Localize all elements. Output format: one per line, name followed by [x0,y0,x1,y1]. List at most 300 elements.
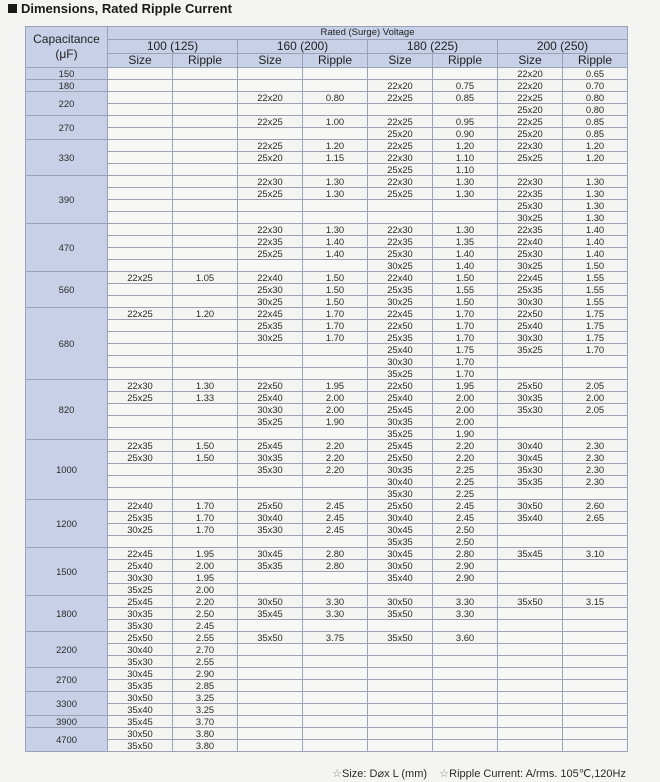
size-cell: 22x25 [368,116,433,128]
ripple-cell [433,200,498,212]
size-cell: 30x50 [108,692,173,704]
ripple-cell [563,620,628,632]
size-cell: 22x35 [238,236,303,248]
section-title [8,0,232,16]
size-cell: 30x30 [238,404,303,416]
ripple-cell [173,428,238,440]
size-cell [238,368,303,380]
ripple-cell [303,584,368,596]
size-cell: 22x40 [498,236,563,248]
size-cell [108,248,173,260]
ripple-cell [563,656,628,668]
size-note: Size: D⌀x L (mm) [342,768,428,780]
ripple-cell [173,344,238,356]
size-cell: 22x20 [238,92,303,104]
ripple-cell: 2.70 [173,644,238,656]
size-cell: 35x30 [498,404,563,416]
size-cell: 30x50 [368,560,433,572]
ripple-header: Ripple [433,54,498,68]
ripple-cell [303,656,368,668]
size-cell: 25x25 [108,392,173,404]
size-cell [368,692,433,704]
capacitance-cell: 330 [26,140,108,176]
ripple-cell: 1.55 [563,296,628,308]
ripple-cell: 3.80 [173,728,238,740]
ripple-cell: 1.50 [563,260,628,272]
table-row [26,740,628,752]
ripple-cell: 2.20 [303,452,368,464]
table-row [26,260,628,272]
size-cell: 30x25 [108,524,173,536]
ripple-cell [303,200,368,212]
ripple-cell [173,128,238,140]
size-cell: 25x50 [238,500,303,512]
table-row [26,104,628,116]
size-cell: 22x50 [368,380,433,392]
ripple-cell: 1.95 [433,380,498,392]
ripple-cell: 1.40 [563,224,628,236]
ripple-cell: 2.30 [563,476,628,488]
ripple-cell: 1.70 [433,320,498,332]
table-row [26,248,628,260]
table-row [26,656,628,668]
ripple-cell: 2.20 [303,464,368,476]
ripple-cell: 1.30 [433,188,498,200]
size-cell: 22x35 [498,188,563,200]
ripple-cell: 1.70 [433,368,498,380]
size-cell: 22x50 [238,380,303,392]
table-row [26,416,628,428]
size-cell [368,200,433,212]
table-row [26,296,628,308]
ripple-cell: 1.30 [303,188,368,200]
ripple-cell: 2.55 [173,656,238,668]
size-cell [498,620,563,632]
size-cell [498,584,563,596]
size-cell [108,332,173,344]
size-cell: 25x40 [498,320,563,332]
ripple-cell [173,188,238,200]
ripple-cell: 2.00 [433,404,498,416]
ripple-table-wrapper [25,26,627,752]
size-cell [108,476,173,488]
size-cell [498,728,563,740]
ripple-cell: 3.60 [433,632,498,644]
size-cell: 22x30 [368,152,433,164]
size-cell: 25x35 [238,320,303,332]
size-cell: 30x45 [368,524,433,536]
size-cell: 30x30 [498,296,563,308]
ripple-cell: 0.90 [433,128,498,140]
ripple-cell [303,212,368,224]
capacitance-cell: 820 [26,380,108,440]
size-cell [108,188,173,200]
size-cell: 35x25 [238,416,303,428]
table-row [26,476,628,488]
size-cell [108,464,173,476]
size-cell: 25x20 [498,128,563,140]
size-cell: 30x40 [368,512,433,524]
ripple-cell: 0.80 [303,92,368,104]
ripple-cell: 3.25 [173,692,238,704]
size-cell [108,116,173,128]
size-cell: 25x25 [368,188,433,200]
size-cell: 35x35 [238,560,303,572]
ripple-cell: 2.45 [433,512,498,524]
ripple-header: Ripple [303,54,368,68]
size-cell: 30x25 [238,332,303,344]
size-cell [108,128,173,140]
ripple-cell [303,356,368,368]
ripple-cell: 2.80 [433,548,498,560]
size-cell [238,704,303,716]
ripple-cell [433,644,498,656]
size-cell [108,212,173,224]
ripple-cell [173,488,238,500]
size-cell: 30x45 [368,548,433,560]
size-cell [238,668,303,680]
ripple-cell: 1.15 [303,152,368,164]
size-cell: 25x45 [368,404,433,416]
ripple-cell: 2.30 [563,452,628,464]
size-cell: 35x50 [238,632,303,644]
ripple-cell [433,740,498,752]
size-cell [238,572,303,584]
size-cell [368,728,433,740]
ripple-cell [303,344,368,356]
size-cell: 22x30 [108,380,173,392]
ripple-cell: 2.50 [173,608,238,620]
ripple-cell: 0.85 [563,128,628,140]
ripple-cell [303,716,368,728]
ripple-cell: 0.80 [563,104,628,116]
size-cell [498,656,563,668]
ripple-cell: 2.45 [303,512,368,524]
ripple-cell [303,488,368,500]
table-row [26,464,628,476]
size-cell: 25x35 [368,332,433,344]
size-cell: 22x25 [498,116,563,128]
size-cell: 22x30 [238,176,303,188]
ripple-cell [173,332,238,344]
size-cell [108,92,173,104]
ripple-cell: 1.70 [303,320,368,332]
capacitance-cell: 1800 [26,596,108,632]
ripple-cell [303,644,368,656]
table-row [26,392,628,404]
ripple-header: Ripple [173,54,238,68]
ripple-cell: 3.10 [563,548,628,560]
size-cell: 22x50 [498,308,563,320]
size-cell: 22x30 [368,176,433,188]
capacitance-header: Capacitance (μF) [26,27,108,68]
ripple-cell: 1.40 [433,248,498,260]
ripple-cell: 1.40 [433,260,498,272]
size-cell: 35x35 [368,536,433,548]
ripple-cell [563,740,628,752]
ripple-cell: 1.20 [433,140,498,152]
size-cell: 35x45 [498,548,563,560]
ripple-cell [563,716,628,728]
size-cell [498,524,563,536]
size-header: Size [108,54,173,68]
ripple-cell: 2.90 [173,668,238,680]
table-row [26,356,628,368]
size-cell [238,428,303,440]
ripple-cell: 2.05 [563,380,628,392]
table-row [26,272,628,284]
capacitance-cell: 560 [26,272,108,308]
ripple-cell [563,488,628,500]
size-cell [108,356,173,368]
ripple-cell [563,416,628,428]
ripple-cell: 1.70 [173,512,238,524]
size-cell: 35x35 [108,680,173,692]
ripple-cell: 1.75 [563,320,628,332]
ripple-cell [303,128,368,140]
ripple-cell [173,284,238,296]
size-cell: 35x25 [108,584,173,596]
ripple-cell: 2.20 [433,440,498,452]
size-cell: 25x40 [368,392,433,404]
size-header: Size [238,54,303,68]
ripple-header: Ripple [563,54,628,68]
ripple-cell: 1.75 [563,308,628,320]
ripple-cell: 1.30 [433,224,498,236]
capacitance-cell: 1500 [26,548,108,596]
size-cell: 22x45 [108,548,173,560]
ripple-cell [173,236,238,248]
table-row [26,368,628,380]
ripple-cell [303,692,368,704]
ripple-cell: 2.45 [433,500,498,512]
size-cell: 25x50 [368,452,433,464]
size-cell: 22x40 [238,272,303,284]
size-cell: 35x40 [108,704,173,716]
ripple-cell: 1.30 [563,212,628,224]
size-cell [368,104,433,116]
table-row [26,560,628,572]
size-cell: 30x50 [108,728,173,740]
ripple-cell [303,740,368,752]
ripple-cell [563,704,628,716]
ripple-cell [563,668,628,680]
ripple-cell [433,668,498,680]
voltage-header-160: 160 (200) [238,40,368,54]
size-cell [368,644,433,656]
size-cell: 30x45 [108,668,173,680]
ripple-cell: 2.00 [303,392,368,404]
size-cell: 25x25 [368,164,433,176]
ripple-cell: 1.40 [563,248,628,260]
ripple-cell: 1.50 [303,284,368,296]
size-cell: 35x50 [108,740,173,752]
size-cell [108,152,173,164]
ripple-cell: 3.30 [303,596,368,608]
size-cell [108,80,173,92]
ripple-cell: 2.90 [433,560,498,572]
ripple-cell: 1.20 [563,152,628,164]
size-cell: 30x30 [498,332,563,344]
ripple-cell [303,68,368,80]
size-cell: 25x30 [238,284,303,296]
size-cell [238,656,303,668]
ripple-cell: 0.85 [433,92,498,104]
size-cell [498,644,563,656]
ripple-cell [563,644,628,656]
size-cell: 30x50 [238,596,303,608]
size-cell: 22x40 [368,272,433,284]
size-cell: 25x30 [498,248,563,260]
size-cell: 22x25 [368,140,433,152]
ripple-cell: 2.00 [173,584,238,596]
ripple-cell [433,728,498,740]
capacitance-cell: 150 [26,68,108,80]
capacitance-cell: 180 [26,80,108,92]
ripple-cell: 1.75 [433,344,498,356]
ripple-cell [173,296,238,308]
size-cell: 35x30 [108,656,173,668]
ripple-cell [173,104,238,116]
capacitance-cell: 4700 [26,728,108,752]
size-cell [238,716,303,728]
size-cell [238,104,303,116]
size-cell [108,68,173,80]
ripple-cell: 1.30 [173,380,238,392]
size-cell: 30x30 [108,572,173,584]
size-cell [498,416,563,428]
size-cell [108,176,173,188]
ripple-cell: 2.45 [173,620,238,632]
table-row [26,500,628,512]
ripple-cell: 1.20 [173,308,238,320]
table-row [26,92,628,104]
capacitance-cell: 470 [26,224,108,272]
ripple-cell [563,536,628,548]
size-cell [498,488,563,500]
size-cell: 30x25 [368,260,433,272]
ripple-cell [563,692,628,704]
ripple-cell: 1.95 [173,548,238,560]
size-cell: 22x30 [498,140,563,152]
ripple-cell: 3.30 [303,608,368,620]
size-cell: 25x25 [238,188,303,200]
size-cell: 25x35 [498,284,563,296]
ripple-cell: 0.85 [563,116,628,128]
size-cell: 30x35 [238,452,303,464]
ripple-cell [173,320,238,332]
size-cell [368,212,433,224]
size-cell [368,668,433,680]
ripple-cell: 1.90 [303,416,368,428]
ripple-cell: 3.30 [433,608,498,620]
ripple-cell: 1.70 [303,308,368,320]
size-cell [108,404,173,416]
size-cell [498,356,563,368]
size-cell: 25x25 [238,248,303,260]
ripple-cell: 2.30 [563,464,628,476]
size-cell: 30x40 [498,440,563,452]
table-row [26,716,628,728]
size-cell: 22x40 [108,500,173,512]
ripple-cell: 1.50 [433,272,498,284]
ripple-cell: 2.00 [173,560,238,572]
table-row [26,224,628,236]
ripple-cell [173,536,238,548]
ripple-cell [433,104,498,116]
ripple-cell: 1.50 [433,296,498,308]
ripple-cell: 1.95 [303,380,368,392]
table-row [26,344,628,356]
size-cell [108,260,173,272]
ripple-cell: 1.40 [303,236,368,248]
capacitance-cell: 270 [26,116,108,140]
table-row [26,188,628,200]
ripple-cell [563,608,628,620]
ripple-cell: 0.80 [563,92,628,104]
ripple-cell: 1.10 [433,152,498,164]
size-cell [238,536,303,548]
ripple-cell: 2.50 [433,536,498,548]
size-cell: 25x45 [108,596,173,608]
ripple-cell [303,704,368,716]
size-cell: 35x50 [368,632,433,644]
size-cell [498,560,563,572]
size-cell [498,692,563,704]
ripple-cell: 1.70 [173,524,238,536]
size-cell: 22x25 [498,92,563,104]
ripple-cell [173,224,238,236]
ripple-cell [303,668,368,680]
capacitance-cell: 220 [26,92,108,116]
ripple-cell: 1.30 [563,200,628,212]
size-cell [108,368,173,380]
ripple-cell [433,584,498,596]
ripple-cell: 1.55 [563,284,628,296]
table-row [26,320,628,332]
size-cell: 30x50 [368,596,433,608]
ripple-cell [433,704,498,716]
table-row [26,704,628,716]
size-cell [108,236,173,248]
table-row [26,644,628,656]
ripple-cell [563,632,628,644]
size-cell [108,140,173,152]
ripple-cell [563,368,628,380]
size-cell: 35x45 [238,608,303,620]
ripple-cell [303,572,368,584]
ripple-cell: 1.30 [303,176,368,188]
size-cell [108,296,173,308]
black-square-icon [8,4,17,13]
size-cell: 25x35 [108,512,173,524]
size-cell: 25x50 [108,632,173,644]
size-cell [238,680,303,692]
ripple-cell [563,524,628,536]
table-row [26,548,628,560]
size-cell [108,428,173,440]
ripple-cell: 1.75 [563,332,628,344]
size-cell: 22x20 [498,68,563,80]
size-cell: 25x20 [368,128,433,140]
ripple-cell: 3.25 [173,704,238,716]
size-cell: 30x25 [368,296,433,308]
ripple-cell: 0.95 [433,116,498,128]
size-cell [238,68,303,80]
ripple-cell [433,680,498,692]
size-cell [238,488,303,500]
table-row [26,524,628,536]
